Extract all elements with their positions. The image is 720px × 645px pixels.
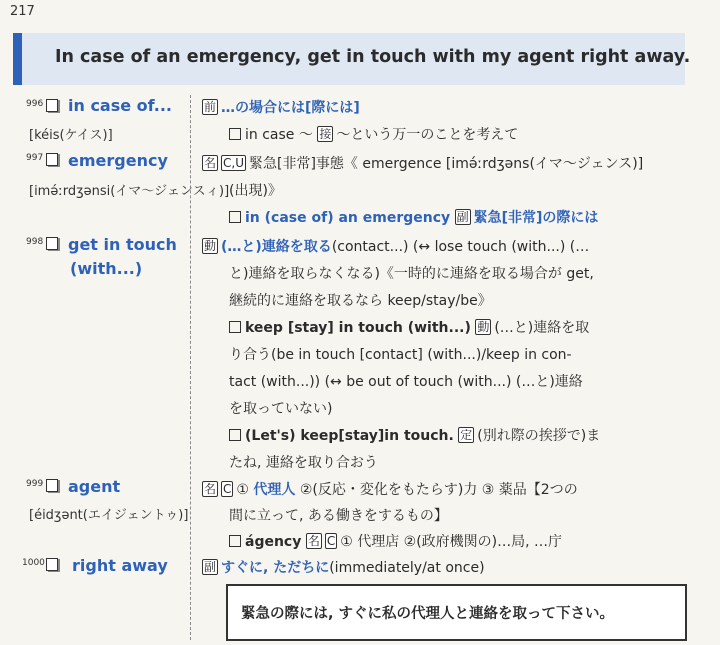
banner-sentence: In case of an emergency, get in touch with my agent right away.: [55, 47, 691, 67]
pronunciation: [imə́ːrdʒənsi(イマ～ジェンスィ)]: [29, 184, 230, 199]
label-verb: 動: [204, 239, 217, 253]
definition-line: 前 …の場合には[際には]: [204, 100, 360, 116]
label-countable: C: [326, 534, 336, 548]
definition-line: ágency 名 C ① 代理店 ②(政府機関の)…局, …庁: [229, 531, 562, 551]
label-noun: 名: [204, 482, 217, 496]
label-countable: C: [223, 482, 232, 496]
entry-number: 996: [26, 99, 44, 109]
label-countability: C,U: [223, 156, 244, 170]
page-number: 217: [10, 4, 35, 19]
headword-continuation: (with...): [70, 259, 143, 278]
label-noun: 名: [204, 156, 217, 170]
label-preposition: 前: [204, 100, 217, 114]
check-square: [229, 211, 241, 223]
headword: agent: [68, 477, 121, 496]
definition-line: 名 C ① 代理人 ②(反応・変化をもたらす)力 ③ 薬品【2つの: [204, 482, 578, 498]
entry-number: 1000: [22, 558, 45, 568]
translation-box: [226, 584, 687, 641]
check-box[interactable]: [46, 153, 58, 166]
headword: right away: [72, 556, 168, 575]
entry-number: 999: [26, 479, 44, 489]
label-conjunction: 接: [319, 127, 332, 141]
check-square: [229, 321, 241, 333]
definition-line: (出現)》: [229, 183, 282, 199]
definition-line: 間に立って, ある働きをするもの】: [229, 508, 448, 524]
definition-line: り合う(be in touch [contact] (with...)/keep in con-: [229, 347, 572, 363]
definition-line: 副 すぐに, ただちに(immediately/at once): [204, 560, 485, 576]
definition-line: tact (with...)) (↔ be out of touch (with...) (…と)連絡: [229, 374, 583, 390]
definition-line: 動 (…と)連絡を取る(contact...) (↔ lose touch (with...) (…: [204, 239, 590, 255]
check-square: [229, 128, 241, 140]
definition-line: in case 〜 接 〜という万一のことを考えて: [229, 124, 518, 144]
key-sentence-banner: [13, 33, 691, 85]
entry-number: 998: [26, 237, 44, 247]
pronunciation: [éidʒənt(エイジェントゥ)]: [29, 508, 189, 523]
entry-number: 997: [26, 153, 44, 163]
column-divider: [190, 95, 191, 640]
headword: emergency: [68, 151, 168, 170]
definition-line: keep [stay] in touch (with...) 動 (…と)連絡を取: [229, 317, 589, 337]
label-adverb: 副: [204, 560, 217, 574]
definition-line: 継続的に連絡を取るなら keep/stay/be》: [229, 293, 492, 309]
definition-line: と)連絡を取らなくなる)《一時的に連絡を取る場合が get,: [229, 266, 594, 282]
definition-line: たね, 連絡を取り合おう: [229, 455, 378, 471]
headword: get in touch: [68, 235, 177, 254]
definition-line: を取っていない): [229, 401, 333, 417]
headword: in case of...: [68, 96, 172, 115]
check-box[interactable]: [46, 237, 58, 250]
label-adverb: 副: [456, 210, 469, 224]
check-square: [229, 429, 241, 441]
banner-accent-bar: [13, 33, 22, 85]
label-set-phrase: 定: [460, 428, 473, 442]
definition-line: (Let's) keep[stay]in touch. 定 (別れ際の挨拶で)ま: [229, 425, 600, 445]
check-box[interactable]: [46, 479, 58, 492]
label-verb: 動: [477, 320, 490, 334]
check-square: [229, 535, 241, 547]
translation-sentence: 緊急の際には, すぐに私の代理人と連絡を取って下さい。: [241, 606, 615, 622]
definition-line: in (case of) an emergency 副 緊急[非常]の際には: [229, 207, 598, 227]
check-box[interactable]: [46, 99, 58, 112]
definition-line: 名 C,U 緊急[非常]事態《 emergence [imə́ːrdʒəns(イマ～ジェンス)]: [204, 156, 644, 172]
label-noun: 名: [307, 534, 320, 548]
pronunciation: [kéis(ケイス)]: [29, 128, 113, 143]
check-box[interactable]: [46, 558, 58, 571]
